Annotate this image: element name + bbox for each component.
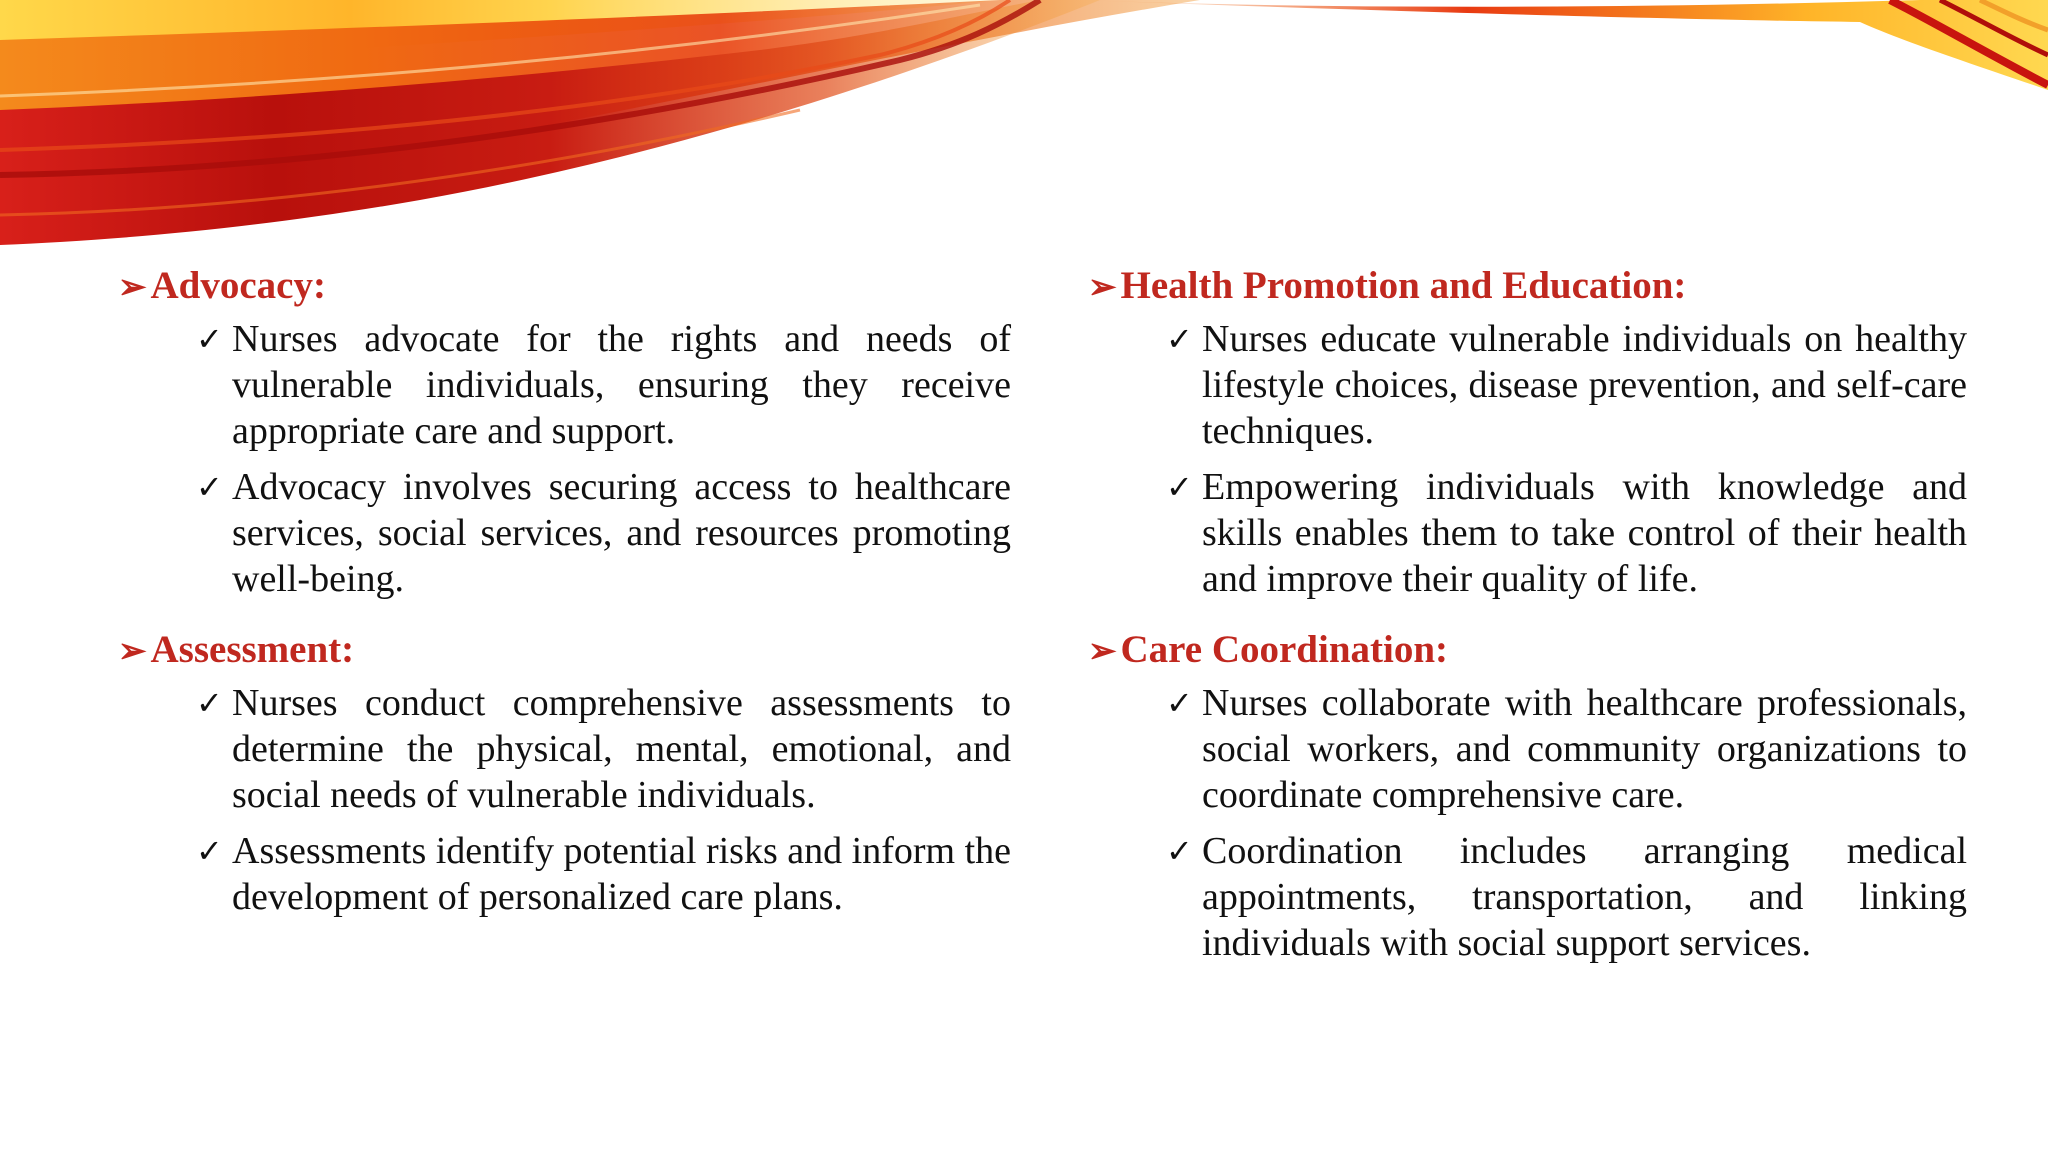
section-heading — [118, 258, 1011, 316]
section-assessment — [118, 622, 1011, 920]
checkmark-icon: ✓ — [1166, 468, 1193, 506]
arrow-bullet-icon: ➢ — [118, 269, 147, 306]
bullet-list — [118, 680, 1011, 920]
list-item-text: Coordination includes arranging medical appointments, transportation, and linking individuals with social support services. — [1202, 830, 1967, 964]
list-item-text: Empowering individuals with knowledge and skills enables them to take control of their health and improve their quality of life. — [1202, 466, 1967, 600]
section-heading-text: Assessment: — [150, 628, 355, 671]
list-item-text: Advocacy involves securing access to healthcare services, social services, and resources promoting well-being. — [232, 466, 1011, 600]
section-care-coordination — [1088, 622, 1967, 966]
checkmark-icon: ✓ — [196, 684, 223, 722]
arrow-bullet-icon: ➢ — [1088, 633, 1117, 670]
right-column — [1088, 258, 1967, 986]
bullet-list — [118, 316, 1011, 602]
checkmark-icon: ✓ — [196, 468, 223, 506]
arrow-bullet-icon: ➢ — [1088, 269, 1117, 306]
list-item-text: Nurses collaborate with healthcare professionals, social workers, and community organizations to coordinate comprehensive care. — [1202, 682, 1967, 816]
list-item — [196, 316, 1011, 454]
section-health-promotion — [1088, 258, 1967, 602]
list-item — [196, 464, 1011, 602]
arrow-bullet-icon: ➢ — [118, 633, 147, 670]
list-item — [1166, 316, 1967, 454]
section-advocacy — [118, 258, 1011, 602]
list-item-text: Nurses educate vulnerable individuals on healthy lifestyle choices, disease prevention, and self-care techniques. — [1202, 318, 1967, 452]
bullet-list — [1088, 680, 1967, 966]
list-item — [196, 828, 1011, 920]
section-heading-text: Care Coordination: — [1120, 628, 1449, 671]
list-item — [1166, 828, 1967, 966]
list-item — [1166, 464, 1967, 602]
list-item-text: Nurses conduct comprehensive assessments to determine the physical, mental, emotional, and social needs of vulnerable individuals. — [232, 682, 1011, 816]
section-heading-text: Advocacy: — [150, 264, 326, 307]
left-column — [118, 258, 1011, 940]
checkmark-icon: ✓ — [196, 320, 223, 358]
checkmark-icon: ✓ — [1166, 684, 1193, 722]
section-heading — [118, 622, 1011, 680]
section-heading-text: Health Promotion and Education: — [1120, 264, 1687, 307]
checkmark-icon: ✓ — [1166, 320, 1193, 358]
checkmark-icon: ✓ — [196, 832, 223, 870]
bullet-list — [1088, 316, 1967, 602]
list-item — [196, 680, 1011, 818]
list-item-text: Assessments identify potential risks and inform the development of personalized care plans. — [232, 830, 1011, 918]
list-item-text: Nurses advocate for the rights and needs of vulnerable individuals, ensuring they receive appropriate care and support. — [232, 318, 1011, 452]
decorative-swoosh-banner — [0, 0, 2048, 250]
section-heading — [1088, 622, 1967, 680]
checkmark-icon: ✓ — [1166, 832, 1193, 870]
section-heading — [1088, 258, 1967, 316]
list-item — [1166, 680, 1967, 818]
